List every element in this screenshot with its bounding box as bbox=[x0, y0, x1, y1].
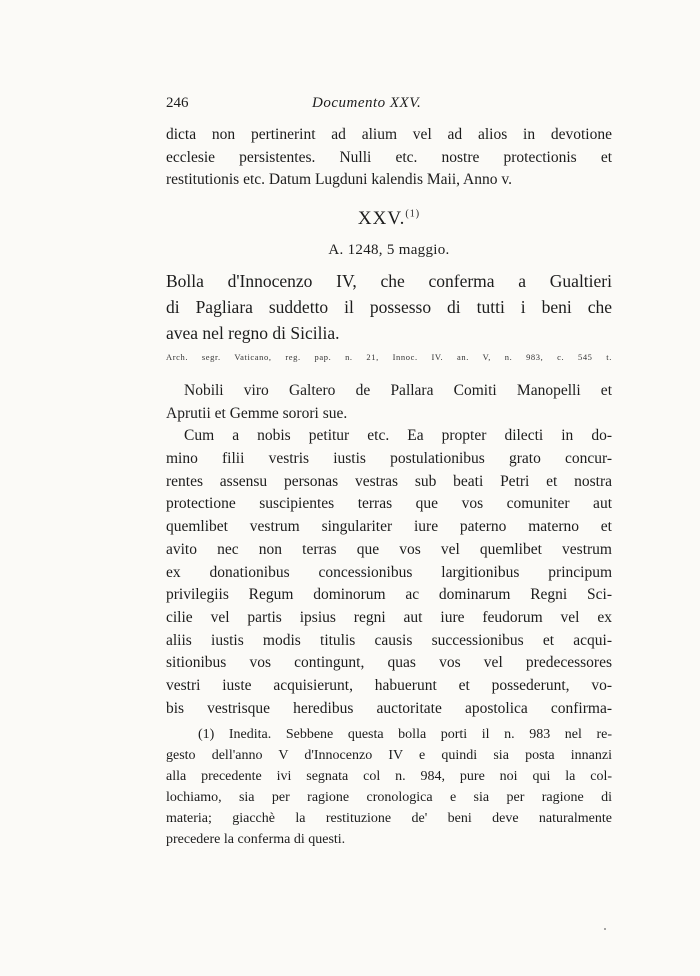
body-line: avito nec non terras que vos vel quemlibet vestrum bbox=[166, 540, 612, 558]
body-line: aliis iustis modis titulis causis successionibus et acqui- bbox=[166, 631, 612, 649]
body-line: protectione suscipientes terras que vos comuniter aut bbox=[166, 495, 612, 513]
body-line: rentes assensu personas vestras sub beati Petri et nostra bbox=[166, 472, 612, 490]
body-line: ex donationibus concessionibus largitionibus principum bbox=[166, 563, 612, 581]
page-number: 246 bbox=[166, 95, 189, 111]
text-line: restitutionis etc. Datum Lugduni kalendis Maii, Anno v. bbox=[166, 171, 512, 189]
document-summary bbox=[166, 268, 612, 346]
summary-line: di Pagliara suddetto il possesso di tutti i beni che bbox=[166, 297, 612, 317]
text-line: ecclesie persistentes. Nulli etc. nostre protectionis et bbox=[166, 148, 612, 166]
document-number-text: XXV. bbox=[357, 208, 406, 229]
body-line: quemlibet vestrum singulariter iure paterno materno et bbox=[166, 518, 612, 536]
footnote-line: (1) Inedita. Sebbene questa bolla porti il n. 983 nel re- bbox=[198, 727, 612, 742]
running-head bbox=[166, 95, 612, 115]
continuation-paragraph bbox=[166, 124, 612, 192]
body-line: vestri iuste acquisierunt, habuerunt et possederunt, vo- bbox=[166, 676, 612, 694]
document-number bbox=[166, 208, 612, 230]
running-title: Documento XXV. bbox=[312, 95, 422, 111]
footnote-marker: (1) bbox=[405, 208, 421, 220]
text-line: dicta non pertinerint ad alium vel ad alios in devotione bbox=[166, 126, 612, 143]
footnote bbox=[166, 724, 612, 850]
archival-source: Arch. segr. Vaticano, reg. pap. n. 21, Innoc. IV. an. V, n. 983, c. 545 t. bbox=[166, 352, 612, 362]
summary-line: Bolla d'Innocenzo IV, che conferma a Gualtieri bbox=[166, 271, 612, 291]
footnote-line: materia; giacchè la restituzione de' beni deve naturalmente bbox=[166, 811, 612, 826]
document-body bbox=[166, 380, 612, 720]
footnote-line: gesto dell'anno V d'Innocenzo IV e quindi sia posta innanzi bbox=[166, 748, 612, 763]
body-line: Nobili viro Galtero de Pallara Comiti Manopelli et bbox=[184, 382, 612, 399]
footnote-line: precedere la conferma di questi. bbox=[166, 832, 346, 847]
body-line: Cum a nobis petitur etc. Ea propter dilecti in do- bbox=[184, 427, 612, 445]
body-line: sitionibus vos contingunt, quas vos vel predecessores bbox=[166, 654, 612, 672]
document-date: A. 1248, 5 maggio. bbox=[328, 242, 450, 258]
footnote-line: lochiamo, sia per ragione cronologica e sia per ragione di bbox=[166, 790, 612, 805]
paper-speck bbox=[604, 928, 606, 930]
body-line: privilegiis Regum dominorum ac dominarum Regni Sci- bbox=[166, 586, 612, 604]
body-line: mino filii vestris iustis postulationibus grato concur- bbox=[166, 450, 612, 468]
body-line: Aprutii et Gemme sorori sue. bbox=[166, 404, 348, 422]
body-line: cilie vel partis ipsius regni aut iure feudorum vel ex bbox=[166, 608, 612, 626]
summary-line: avea nel regno di Sicilia. bbox=[166, 323, 340, 343]
footnote-line: alla precedente ivi segnata col n. 984, pure noi qui la col- bbox=[166, 769, 612, 784]
body-line: bis vestrisque heredibus auctoritate apostolica confirma- bbox=[166, 699, 612, 717]
